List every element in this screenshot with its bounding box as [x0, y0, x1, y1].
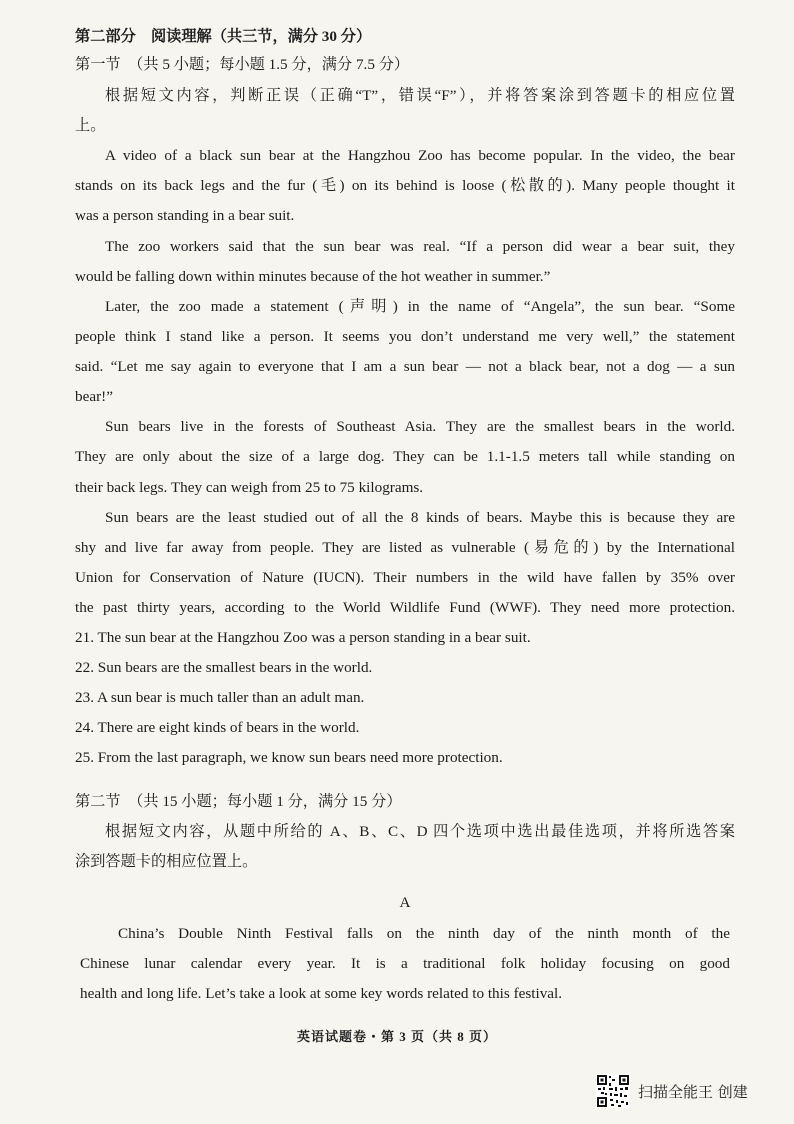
passage-line: A video of a black sun bear at the Hangzhou Zoo has become popular. In the video, the bear	[105, 147, 735, 164]
question-item: 23. A sun bear is much taller than an adult man.	[75, 689, 365, 706]
passage-line: China’s Double Ninth Festival falls on the ninth day of the ninth month of the	[118, 925, 730, 942]
section-heading: 第二部分 阅读理解（共三节，满分 30 分）	[75, 28, 372, 45]
passage-line: people think I stand like a person. It seems you don’t understand me very well,” the statement	[75, 328, 735, 345]
part1-instruction-cont: 上。	[75, 117, 106, 134]
passage-line: was a person standing in a bear suit.	[75, 207, 295, 224]
passage-line: stands on its back legs and the fur (毛) on its behind is loose (松散的). Many people thought it	[75, 177, 735, 194]
qr-code-icon	[596, 1074, 630, 1108]
passage-line: their back legs. They can weigh from 25 to 75 kilograms.	[75, 479, 424, 496]
question-item: 24. There are eight kinds of bears in the world.	[75, 719, 360, 736]
passage-line: the past thirty years, according to the World Wildlife Fund (WWF). They need more protection.	[75, 599, 735, 616]
part1-instruction: 根据短文内容，判断正误（正确“T”，错误“F”），并将答案涂到答题卡的相应位置	[105, 87, 735, 104]
passage-line: Chinese lunar calendar every year. It is a traditional folk holiday focusing on good	[80, 955, 730, 972]
passage-label: A	[399, 894, 411, 911]
passage-line: said. “Let me say again to everyone that I am a sun bear — not a black bear, not a dog — a sun	[75, 358, 735, 375]
passage-line: shy and live far away from people. They are listed as vulnerable (易危的) by the International	[75, 539, 735, 556]
passage-line: health and long life. Let’s take a look at some key words related to this festival.	[80, 985, 563, 1002]
passage-line: Union for Conservation of Nature (IUCN). Their numbers in the wild have fallen by 35% over	[75, 569, 735, 586]
passage-line: Later, the zoo made a statement (声明) in the name of “Angela”, the sun bear. “Some	[105, 298, 735, 315]
watermark-text: 扫描全能王 创建	[638, 1082, 748, 1101]
passage-line: bear!”	[75, 388, 113, 405]
page-footer: 英语试题卷・第 3 页（共 8 页）	[296, 1029, 497, 1044]
part2-heading: 第二节 （共 15 小题；每小题 1 分，满分 15 分）	[75, 793, 402, 810]
passage-line: They are only about the size of a large dog. They can be 1.1-1.5 meters tall while standing on	[75, 448, 735, 465]
part1-heading: 第一节 （共 5 小题；每小题 1.5 分，满分 7.5 分）	[75, 56, 410, 73]
scanner-watermark	[596, 1074, 748, 1108]
part2-instruction-cont: 涂到答题卡的相应位置上。	[75, 853, 258, 870]
question-item: 22. Sun bears are the smallest bears in the world.	[75, 659, 373, 676]
passage-line: would be falling down within minutes because of the hot weather in summer.”	[75, 268, 551, 285]
passage-line: Sun bears live in the forests of Southeast Asia. They are the smallest bears in the world.	[105, 418, 735, 435]
part2-instruction: 根据短文内容，从题中所给的 A、B、C、D 四个选项中选出最佳选项，并将所选答案	[105, 823, 735, 840]
question-item: 21. The sun bear at the Hangzhou Zoo was a person standing in a bear suit.	[75, 629, 531, 646]
question-item: 25. From the last paragraph, we know sun bears need more protection.	[75, 749, 503, 766]
passage-line: The zoo workers said that the sun bear was real. “If a person did wear a bear suit, they	[105, 238, 735, 255]
passage-line: Sun bears are the least studied out of all the 8 kinds of bears. Maybe this is because they are	[105, 509, 735, 526]
